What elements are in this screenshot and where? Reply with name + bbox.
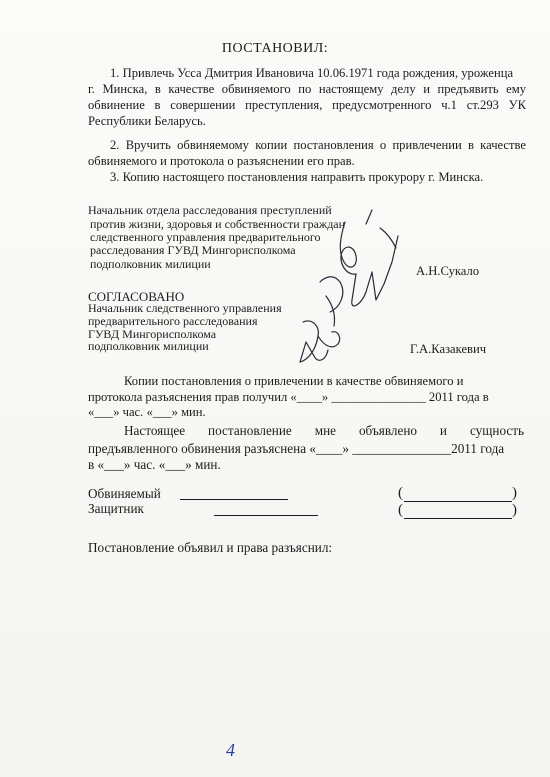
accused-name-line	[404, 501, 512, 502]
defender-paren-open: (	[398, 502, 403, 518]
item-1-line-1: 1. Привлечь Усса Дмитрия Ивановича 10.06.1971 года рождения, уроженца	[110, 66, 514, 80]
copies-received-line-3: «___» час. «___» мин.	[88, 405, 206, 419]
announced-line-1: Настоящее постановление мне объявлено и сущность	[124, 423, 524, 438]
signatory-1-line-4: расследования ГУВД Мингорисполкома	[90, 243, 296, 257]
accused-label: Обвиняемый	[88, 486, 161, 501]
accused-paren-open: (	[398, 485, 403, 501]
item-3-line-1: 3. Копию настоящего постановления направить прокурору г. Минска.	[110, 170, 484, 184]
defender-label: Защитник	[88, 501, 144, 516]
defender-paren-close: )	[512, 502, 517, 518]
signatory-1-line-1: Начальник отдела расследования преступлений	[88, 203, 332, 217]
agreed-line-2: предварительного расследования	[88, 314, 258, 328]
item-2-line-1: 2. Вручить обвиняемому копии постановления о привлечении в качестве	[110, 138, 526, 152]
footer-text: Постановление объявил и права разъяснил:	[88, 540, 333, 555]
item-1-line-3: обвинение в совершении преступления, предусмотренного ч.1 ст.293 УК	[88, 98, 526, 112]
page-number: 4	[226, 740, 235, 760]
signatory-1-line-5: подполковник милиции	[90, 257, 211, 271]
signatory-1-line-3: следственного управления предварительного	[90, 230, 321, 244]
defender-signature-line	[214, 515, 318, 516]
agreed-name: Г.А.Казакевич	[410, 342, 487, 356]
agreed-title: СОГЛАСОВАНО	[88, 289, 185, 304]
copies-received-line-1: Копии постановления о привлечении в качестве обвиняемого и	[124, 374, 464, 388]
agreed-line-3: ГУВД Мингорисполкома	[88, 327, 217, 341]
item-2-line-2: обвиняемого и протокола о разъяснении его прав.	[88, 154, 355, 168]
announced-line-2: предъявленного обвинения разъяснена «____» _______________2011 года	[88, 441, 505, 456]
signatory-1-line-2: против жизни, здоровья и собственности граждан	[90, 217, 346, 231]
accused-paren-close: )	[512, 485, 517, 501]
signatory-1-name: А.Н.Сукало	[416, 264, 480, 278]
agreed-line-4: подполковник милиции	[88, 339, 209, 353]
section-heading: ПОСТАНОВИЛ:	[221, 41, 329, 56]
accused-signature-line	[180, 499, 288, 500]
defender-name-line	[404, 518, 512, 519]
copies-received-line-2: протокола разъяснения прав получил «____» _______________ 2011 года в	[88, 390, 489, 404]
item-1-line-4: Республики Беларусь.	[88, 114, 206, 128]
item-1-line-2: г. Минска, в качестве обвиняемого по настоящему делу и предъявить ему	[88, 82, 526, 96]
announced-line-3: в «___» час. «___» мин.	[88, 457, 221, 472]
agreed-line-1: Начальник следственного управления	[88, 301, 282, 315]
